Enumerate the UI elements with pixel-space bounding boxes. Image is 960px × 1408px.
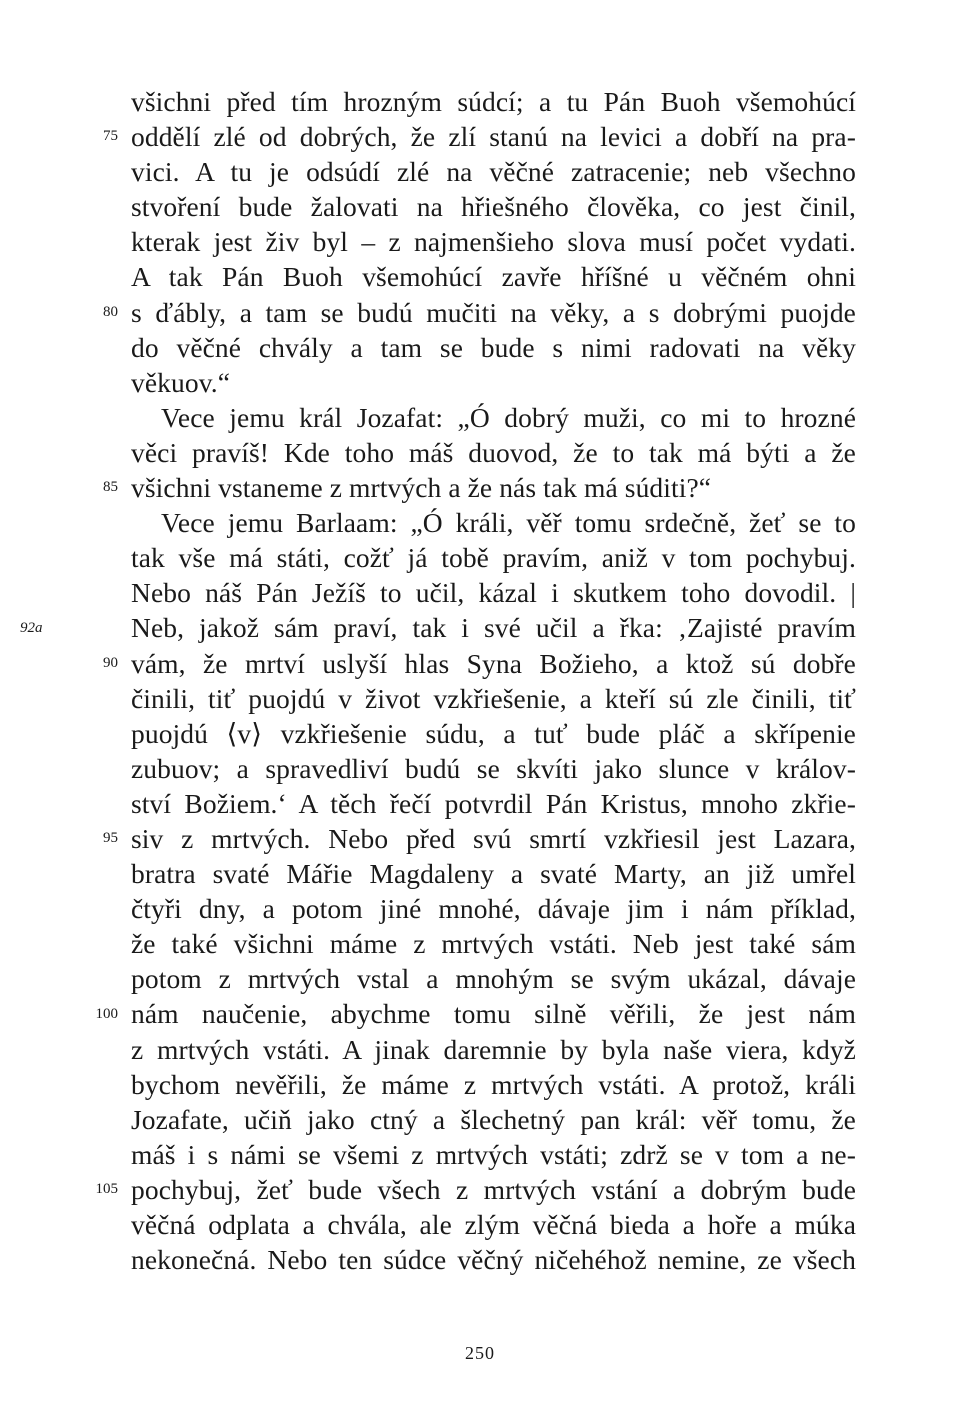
text-line: Nebo náš Pán Ježíš to učil, kázal i skutkem toho dovodil. | [131,577,856,609]
text-line: činili, tiť puojdú v život vzkřiešenie, a kteří sú zle činili, tiť [131,682,856,714]
line-number: 100 [95,1005,118,1022]
text-line: s ďábly, a tam se budú mučiti na věky, a s dobrými puojde [131,296,856,328]
line-number: 90 [103,654,118,671]
text-line: věkuov.“ [131,366,231,398]
line-number: 80 [103,303,118,320]
text-line: do věčné chvály a tam se bude s nimi radovati na věky [131,331,856,363]
line-number: 85 [103,479,118,496]
text-line: že také všichni máme z mrtvých vstáti. Neb jest také sám [131,928,856,960]
line-number: 105 [95,1181,118,1198]
text-line: Vece jemu král Jozafat: „Ó dobrý muži, co mi to hrozné [161,401,856,433]
text-line: pochybuj, žeť bude všech z mrtvých vstání a dobrým bude [131,1173,856,1205]
text-line: čtyři dny, a potom jiné mnohé, dávaje jim i nám příklad, [131,893,856,925]
text-line: z mrtvých vstáti. A jinak daremnie by byla naše viera, když [131,1033,856,1065]
text-line: tak vše má státi, cožť já tobě pravím, aniž v tom pochybuj. [131,542,856,574]
text-line: kterak jest živ byl – z najmenšieho slova musí počet vydati. [131,226,856,258]
text-line: nekonečná. Nebo ten súdce věčný ničehéhož nemine, ze všech [131,1244,856,1276]
page-number: 250 [465,1343,495,1363]
text-line: Neb, jakož sám praví, tak i své učil a řka: ‚Zajisté pravím [131,612,856,644]
text-line: puojdú ⟨v⟩ vzkřiešenie súdu, a tuť bude pláč a skřípenie [131,717,856,749]
text-line: potom z mrtvých vstal a mnohým se svým ukázal, dávaje [131,963,856,995]
body-text [131,84,856,1277]
line-number: 75 [103,128,118,145]
text-line: věčná odplata a chvála, ale zlým věčná bieda a hoře a múka [131,1209,856,1240]
text-line: bychom nevěřili, že máme z mrtvých vstáti. A protož, králi [131,1068,856,1100]
line-number: 95 [103,830,118,847]
text-line: Vece jemu Barlaam: „Ó králi, věř tomu srdečně, žeť se to [161,507,856,539]
text-line: oddělí zlé od dobrých, že zlí stanú na levici a dobří na pra- [131,121,856,153]
text-line: vám, že mrtví uslyší hlas Syna Božieho, a ktož sú dobře [131,647,856,679]
text-line: stvoření bude žalovati na hřiešného člověka, co jest činil, [131,191,856,223]
text-line: všichni vstaneme z mrtvých a že nás tak má súditi?“ [131,472,712,504]
text-line: Jozafate, učiň jako ctný a šlechetný pan král: věř tomu, že [131,1103,856,1135]
text-line: vici. A tu je odsúdí zlé na věčné zatracenie; neb všechno [131,156,856,188]
text-line: bratra svaté Mářie Magdaleny a svaté Marty, an již umřel [131,858,856,890]
text-line: věci pravíš! Kde toho máš duovod, že to tak má býti a že [131,436,856,468]
text-line: máš i s námi se všemi z mrtvých vstáti; zdrž se v tom a ne- [131,1138,856,1170]
text-line: nám naučenie, abychme tomu silně věřili, že jest nám [131,998,856,1030]
text-line: ství Božiem.‘ A těch řečí potvrdil Pán Kristus, mnoho zkřie- [131,787,856,819]
text-line: všichni před tím hrozným súdcí; a tu Pán Buoh všemohúcí [131,86,856,117]
text-line: A tak Pán Buoh všemohúcí zavře hříšné u věčném ohni [131,261,856,293]
folio-mark: 92a [20,619,43,636]
text-line: zubuov; a spravedliví budú se skvíti jako slunce v králov- [131,752,856,784]
text-line: siv z mrtvých. Nebo před svú smrtí vzkřiesil jest Lazara, [131,822,856,854]
